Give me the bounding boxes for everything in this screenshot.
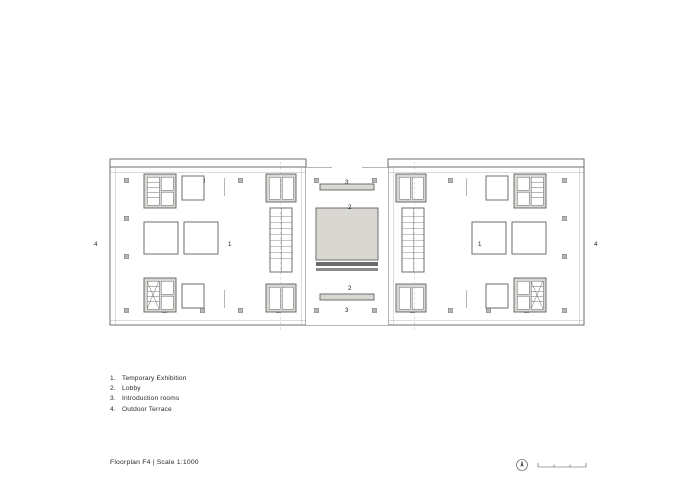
legend-item-number: 2. [110, 385, 116, 393]
floorplan-drawing [94, 156, 598, 336]
legend-item [110, 374, 350, 384]
legend-item-label: Outdoor Terrace [122, 405, 172, 413]
legend-item-number: 1. [110, 375, 116, 382]
plan-label-4-left: 4 [94, 241, 98, 248]
legend-item-number: 3. [110, 395, 116, 403]
plan-label-4-right: 4 [594, 241, 598, 248]
legend-item [110, 394, 350, 404]
plan-label-2-top: 2 [348, 204, 352, 211]
legend-item-number: 4. [110, 405, 116, 413]
plan-label-2-bottom: 2 [348, 285, 352, 292]
legend-item-label: Introduction rooms [122, 395, 180, 403]
legend-item [110, 405, 350, 415]
legend-item-label: Temporary Exhibition [122, 375, 187, 382]
plan-label-1-right: 1 [478, 241, 482, 248]
scale-bar [516, 456, 590, 472]
plan-label-3-bottom: 3 [345, 307, 349, 314]
legend-item [110, 384, 350, 394]
legend [110, 374, 350, 415]
drawing-caption: Floorplan F4 | Scale 1:1000 [110, 459, 199, 466]
legend-item-label: Lobby [122, 385, 141, 393]
scale-bar-svg [516, 456, 590, 472]
plan-label-1-left: 1 [228, 241, 232, 248]
plan-label-3-top: 3 [345, 179, 349, 186]
